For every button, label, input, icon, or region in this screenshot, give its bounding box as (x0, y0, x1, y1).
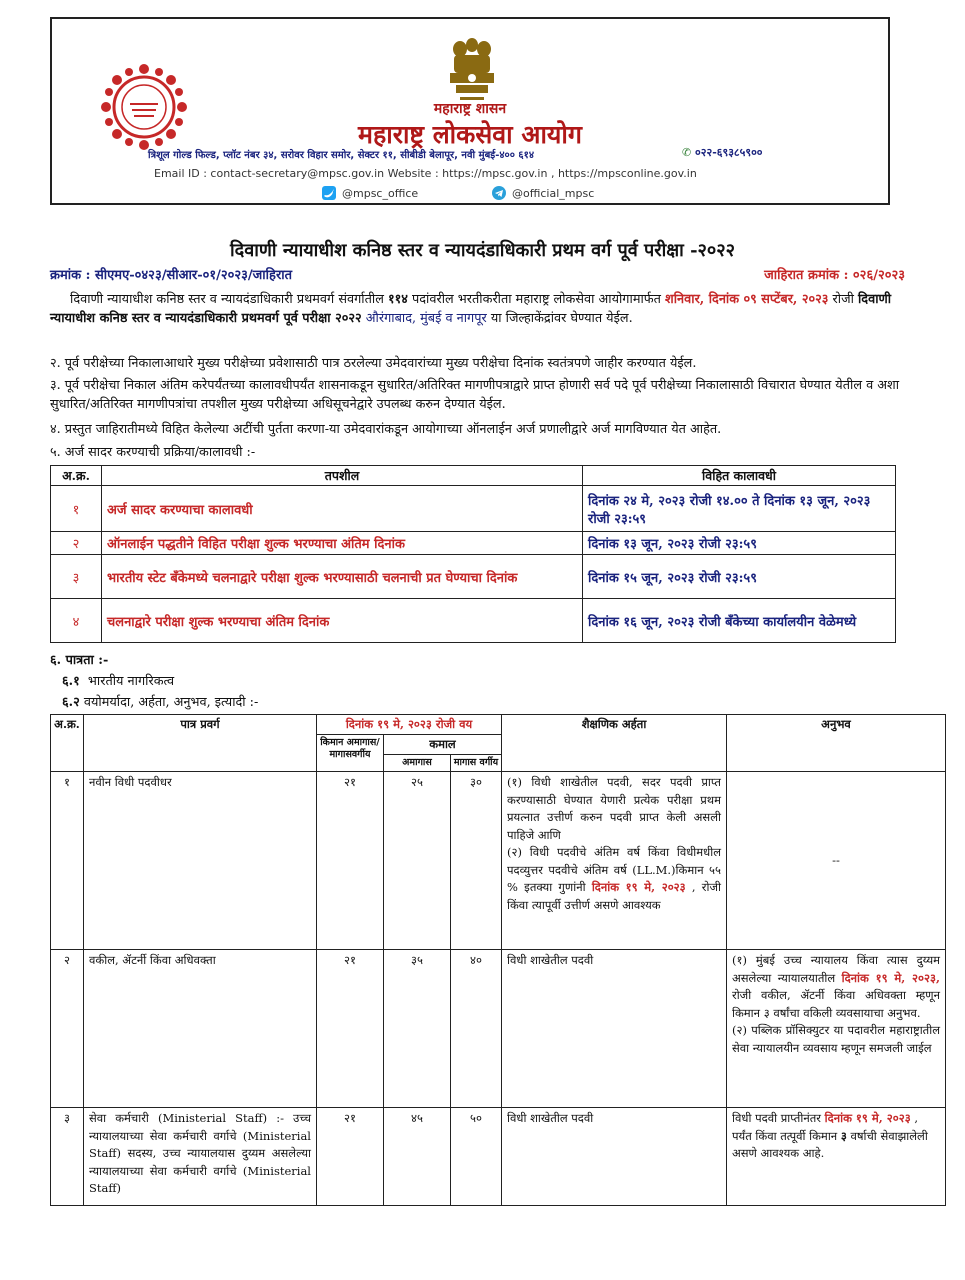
reference-number: क्रमांक : सीएमए-०४२३/सीआर-०१/२०२३/जाहिरात (50, 268, 293, 283)
section-6-heading: ६. पात्रता :- (50, 653, 109, 668)
table-row (51, 555, 896, 599)
table-row (51, 772, 946, 950)
row-sn: ३ (51, 1108, 84, 1206)
eligibility-table (50, 714, 946, 1206)
col-header-open: अमागास (384, 755, 451, 772)
table-row (51, 1108, 946, 1206)
experience-years: ३ (840, 1128, 847, 1143)
row-sn: २ (51, 532, 102, 555)
row-sn: २ (51, 950, 84, 1108)
row-max-open: २५ (384, 772, 451, 950)
qualification-part-c: , रोजी किंवा त्यापूर्वी उत्तीर्ण असणे आवश्यक (507, 880, 721, 912)
row-sn: ३ (51, 555, 102, 599)
col-header-detail: तपशील (102, 466, 583, 486)
experience-part-c: वर्षाची सेवाझालेली असणे आवश्यक आहे. (732, 1128, 928, 1160)
row-category: नवीन विधी पदवीधर (84, 772, 317, 950)
section-6-1 (62, 671, 174, 689)
row-min-age: २१ (317, 950, 384, 1108)
table-row (51, 950, 946, 1108)
twitter-icon (322, 186, 336, 200)
row-max-reserved: ३० (451, 772, 502, 950)
p1-text-h: या जिल्हाकेंद्रांवर घेण्यात येईल. (486, 311, 633, 326)
row-detail: ऑनलाईन पद्धतीने विहित परीक्षा शुल्क भरण्याचा अंतिम दिनांक (102, 532, 583, 555)
ashoka-emblem-icon (446, 35, 498, 105)
col-header-reserved: मागास वर्गीय (451, 755, 502, 772)
section-6-2-number: ६.२ (62, 695, 80, 710)
experience-part-c: (२) पब्लिक प्रॉसिक्युटर या पदावरील महाराष्ट्रातील सेवा न्यायालयीन व्यवसाय म्हणून समजली जाईल (732, 1023, 940, 1055)
telegram-handle[interactable] (492, 186, 594, 200)
phone-value: ०२२-६९३८५९०० (695, 146, 763, 159)
row-qualification: विधी शाखेतील पदवी (502, 1108, 727, 1206)
row-max-reserved: ५० (451, 1108, 502, 1206)
col-header-age-date: दिनांक १९ मे, २०२३ रोजी वय (317, 715, 502, 735)
row-detail: अर्ज सादर करण्याचा कालावधी (102, 486, 583, 532)
p1-text-e: रोजी (828, 292, 858, 307)
col-header-min-age: किमान अमागास/ मागासवर्गीय (317, 735, 384, 772)
row-period: दिनांक २४ मे, २०२३ रोजी १४.०० ते दिनांक १३ जून, २०२३ रोजी २३:५९ (583, 486, 896, 532)
row-min-age: २१ (317, 772, 384, 950)
section-6-1-number: ६.१ (62, 674, 80, 689)
table-row (51, 599, 896, 643)
experience-part-a: विधी पदवी प्राप्तीनंतर (732, 1111, 825, 1125)
paragraph-2: २. पूर्व परीक्षेच्या निकालाआधारे मुख्य परीक्षेच्या प्रवेशासाठी पात्र ठरलेल्या उमेदवारांच्या मुख्य परीक्षेचा दिनांक स्वतंत्रपणे जाहीर करण्यात येईल. (50, 356, 697, 371)
row-period: दिनांक १३ जून, २०२३ रोजी २३:५९ (583, 532, 896, 555)
advertisement-number: जाहिरात क्रमांक : ०२६/२०२३ (764, 268, 905, 283)
p1-text-c: पदांवरील भरतीकरीता महाराष्ट्र लोकसेवा आयोगामार्फत (407, 292, 666, 307)
row-experience (727, 1108, 946, 1206)
table-row (51, 486, 896, 532)
experience-part-a: (१) मुंबई उच्च न्यायालय किंवा त्यास दुय्यम असलेल्या न्यायालयातील (732, 953, 940, 985)
government-name: महाराष्ट्र शासन (433, 101, 507, 117)
row-detail: भारतीय स्टेट बँकेमध्ये चलनाद्वारे परीक्षा शुल्क भरण्यासाठी चलनाची प्रत घेण्याचा दिनांक (102, 555, 583, 599)
experience-part-b: , पर्यंत किंवा तत्पूर्वी किमान (732, 1111, 919, 1143)
section-6-1-text: भारतीय नागरिकत्व (87, 674, 175, 689)
paragraph-1 (50, 290, 912, 328)
experience-date: दिनांक १९ मे, २०२३, (841, 970, 940, 985)
page-title: दिवाणी न्यायाधीश कनिष्ठ स्तर व न्यायदंडाधिकारी प्रथम वर्ग पूर्व परीक्षा -२०२२ (230, 240, 735, 261)
col-header-qualification: शैक्षणिक अर्हता (502, 715, 727, 772)
office-address: त्रिशूल गोल्ड फिल्ड, प्लॉट नंबर ३४, सरोवर विहार समोर, सेक्टर ११, सीबीडी बेलापूर, नवी मुंबई-४०० ६१४ (148, 150, 535, 161)
row-min-age: २१ (317, 1108, 384, 1206)
section-6-2 (62, 692, 258, 710)
col-header-category: पात्र प्रवर्ग (84, 715, 317, 772)
table-header-row (51, 466, 896, 486)
row-period: दिनांक १५ जून, २०२३ रोजी २३:५९ (583, 555, 896, 599)
row-category: सेवा कर्मचारी (Ministerial Staff) :- उच्च न्यायालयाच्या सेवा कर्मचारी वर्गाचे (Ministerial Staff) सदस्य, उच्च न्यायालयास दुय्यम असलेल्या न्यायालयाच्या सेवा कर्मचारी वर्गाचे (Ministerial Staff) (84, 1108, 317, 1206)
phone-number (682, 145, 763, 160)
row-detail: चलनाद्वारे परीक्षा शुल्क भरण्याचा अंतिम दिनांक (102, 599, 583, 643)
phone-icon: ✆ (682, 146, 696, 159)
row-qualification: विधी शाखेतील पदवी (502, 950, 727, 1108)
row-sn: १ (51, 486, 102, 532)
p1-centres: औरंगाबाद, मुंबई व नागपूर (361, 311, 487, 326)
twitter-text: @mpsc_office (342, 186, 419, 200)
qualification-part-a: (१) विधी शाखेतील पदवी, सदर पदवी प्राप्त करण्यासाठी घेण्यात येणारी प्रत्येक परीक्षा प्रथम प्रयत्नात उत्तीर्ण करुन पदवी प्राप्त केली असली पाहिजे आणि (507, 775, 721, 842)
row-category: वकील, ॲटर्नी किंवा अधिवक्ता (84, 950, 317, 1108)
paragraph-4: ४. प्रस्तुत जाहिरातीमध्ये विहित केलेल्या अटींची पुर्तता करणा-या उमेदवारांकडून आयोगाच्या ऑनलाईन अर्ज प्रणालीद्वारे अर्ज मागविण्यात येत आहेत. (50, 422, 722, 437)
table-header-row (51, 715, 946, 735)
table-row (51, 532, 896, 555)
schedule-table (50, 465, 896, 643)
row-experience: -- (727, 772, 946, 950)
qualification-part-b: (२) विधी पदवीचे अंतिम वर्ष किंवा विधीमधील पदव्युत्तर पदवीचे अंतिम वर्ष (LL.M.)किमान ५५ % इतक्या गुणांनी (507, 845, 721, 894)
row-max-open: ३५ (384, 950, 451, 1108)
section-6-2-text: वयोमर्यादा, अर्हता, अनुभव, इत्यादी :- (83, 695, 259, 710)
row-qualification (502, 772, 727, 950)
row-sn: ४ (51, 599, 102, 643)
paragraph-3: ३. पूर्व परीक्षेचा निकाल अंतिम करेपर्यंतच्या कालावधीपर्यंत शासनाकडून सुधारित/अतिरिक्त मागणीपत्राद्वारे प्राप्त होणारी सर्व पदे पूर्व परीक्षेच्या निकालासाठी विचारात घेण्यात येतील व अशा सुधारित/अतिरिक्त मागणीपत्रांचा तपशील मुख्य परीक्षेच्या अधिसूचनेद्वारे उपलब्ध करुन देण्यात येईल. (50, 378, 900, 412)
telegram-icon (492, 186, 506, 200)
row-experience (727, 950, 946, 1108)
qualification-date: दिनांक १९ मे, २०२३ (591, 880, 686, 894)
p1-posts: ११४ (387, 292, 408, 307)
col-header-experience: अनुभव (727, 715, 946, 772)
experience-date: दिनांक १९ मे, २०२३ (824, 1111, 911, 1125)
row-max-reserved: ४० (451, 950, 502, 1108)
p1-exam-name: दिवाणी न्यायाधीश कनिष्ठ स्तर व न्यायदंडाधिकारी प्रथमवर्ग पूर्व परीक्षा २०२२ (50, 292, 892, 326)
col-header-period: विहित कालावधी (583, 466, 896, 486)
letterhead (50, 17, 890, 205)
telegram-text: @official_mpsc (512, 186, 595, 200)
experience-part-b: रोजी वकील, ॲटर्नी किंवा अधिवक्ता म्हणून किमान ३ वर्षांचा वकिली व्यवसायाचा अनुभव. (732, 988, 940, 1020)
commission-name: महाराष्ट्र लोकसेवा आयोग (358, 120, 582, 149)
col-header-sn: अ.क्र. (51, 466, 102, 486)
row-period: दिनांक १६ जून, २०२३ रोजी बँकेच्या कार्यालयीन वेळेमध्ये (583, 599, 896, 643)
email-website-line: Email ID : contact-secretary@mpsc.gov.in Website : https://mpsc.gov.in , https://mpsconline.gov.in (154, 167, 697, 180)
p1-text-a: दिवाणी न्यायाधीश कनिष्ठ स्तर व न्यायदंडाधिकारी प्रथमवर्ग संवर्गातील (70, 292, 388, 307)
col-header-max-age: कमाल (384, 735, 502, 755)
row-max-open: ४५ (384, 1108, 451, 1206)
paragraph-5: ५. अर्ज सादर करण्याची प्रक्रिया/कालावधी :- (50, 445, 256, 460)
col-header-sn: अ.क्र. (51, 715, 84, 772)
twitter-handle[interactable] (322, 186, 418, 200)
p1-exam-date: शनिवार, दिनांक ०९ सप्टेंबर, २०२३ (665, 292, 829, 307)
row-sn: १ (51, 772, 84, 950)
